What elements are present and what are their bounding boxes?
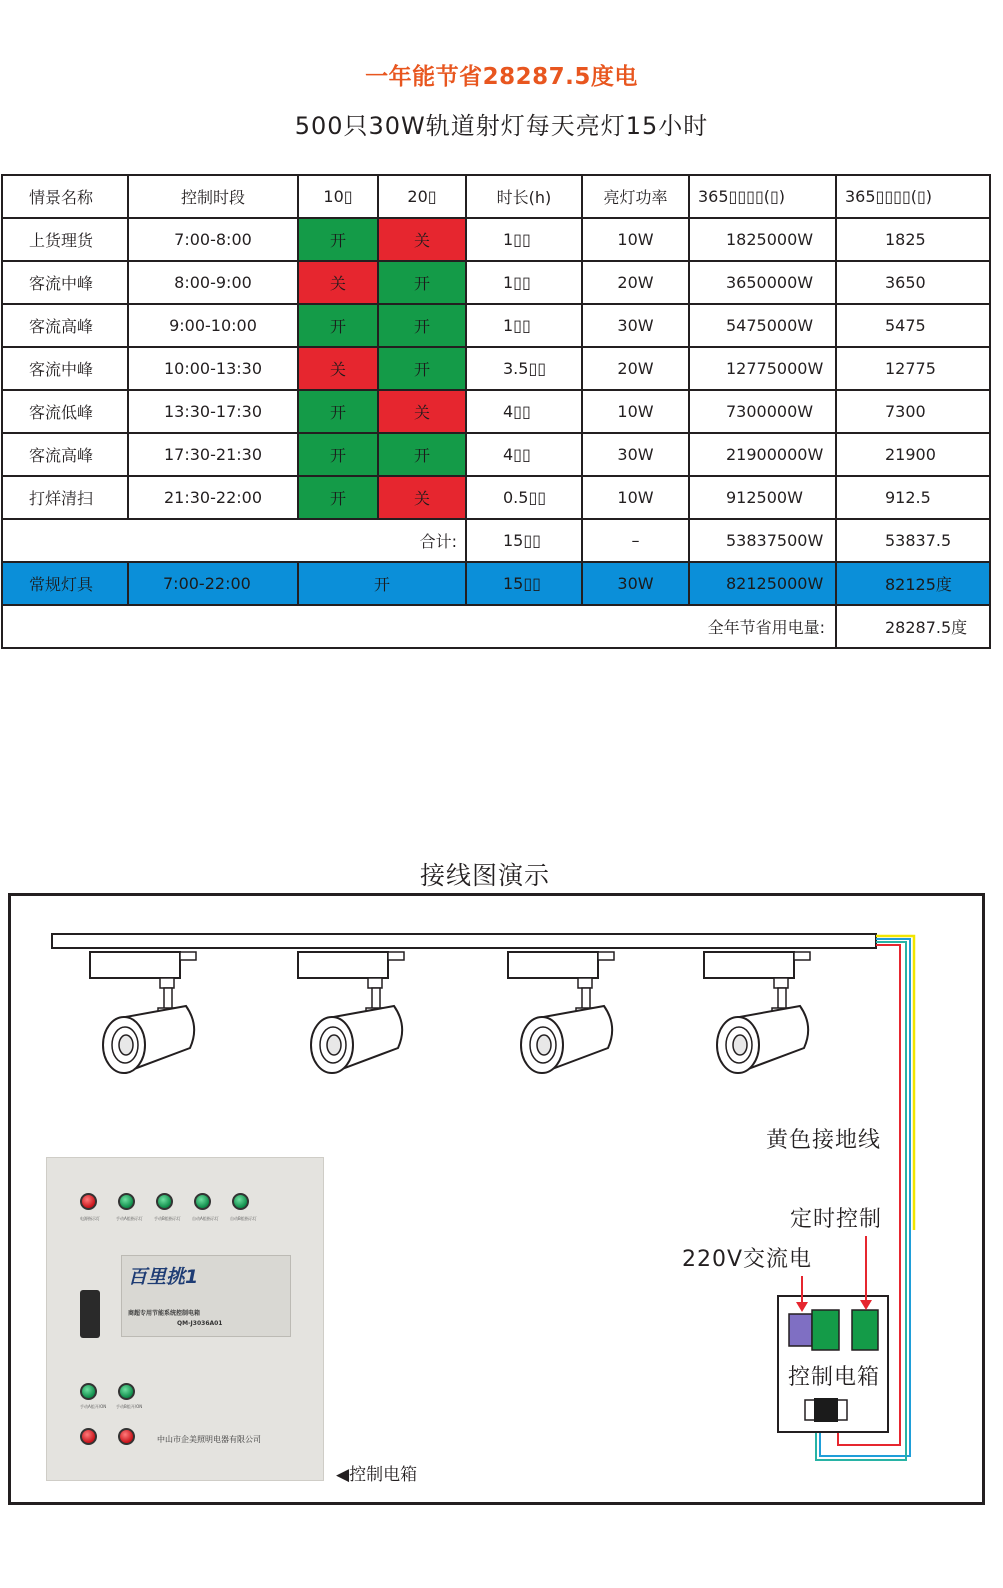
regular-duration: 15▯▯	[466, 562, 582, 605]
off-button	[80, 1428, 97, 1445]
header-power: 亮灯功率	[582, 175, 689, 218]
indicator-caption: 自动B组指示灯	[230, 1216, 257, 1221]
terminal-block	[789, 1314, 812, 1346]
saving-label: 全年节省用电量:	[2, 605, 836, 648]
cell-energy-w: 7300000W	[689, 390, 836, 433]
spotlight-icon	[90, 952, 196, 1073]
total-power: –	[582, 519, 689, 562]
cell-power: 30W	[582, 433, 689, 476]
cell-duration: 1▯▯	[466, 261, 582, 304]
manual-switch-button	[80, 1383, 97, 1400]
cell-energy-kwh: 912.5	[836, 476, 990, 519]
diagram-title: 接线图演示	[419, 861, 550, 890]
cell-energy-kwh: 21900	[836, 433, 990, 476]
total-energy-w: 53837500W	[689, 519, 836, 562]
terminal-block	[812, 1310, 839, 1350]
regular-scene: 常规灯具	[2, 562, 128, 605]
regular-energy-w: 82125000W	[689, 562, 836, 605]
total-energy-kwh: 53837.5	[836, 519, 990, 562]
cell-energy-kwh: 7300	[836, 390, 990, 433]
indicator-caption: 电源指示灯	[80, 1216, 100, 1221]
cell-power: 10W	[582, 218, 689, 261]
cell-ch10-state: 关	[298, 347, 378, 390]
cell-energy-kwh: 1825	[836, 218, 990, 261]
cell-period: 21:30-22:00	[128, 476, 298, 519]
cell-duration: 3.5▯▯	[466, 347, 582, 390]
spotlight-icon	[508, 952, 614, 1073]
regular-period: 7:00-22:00	[128, 562, 298, 605]
cell-period: 9:00-10:00	[128, 304, 298, 347]
cell-energy-kwh: 12775	[836, 347, 990, 390]
cell-scene: 上货理货	[2, 218, 128, 261]
regular-energy-kwh: 82125度	[836, 562, 990, 605]
header-period: 控制时段	[128, 175, 298, 218]
cell-power: 20W	[582, 347, 689, 390]
headline: 一年能节省28287.5度电	[365, 64, 638, 90]
photo-caption: ◀控制电箱	[336, 1465, 418, 1485]
cell-ch20-state: 开	[378, 433, 466, 476]
ac-power-label: 220V交流电	[682, 1247, 813, 1272]
cell-power: 30W	[582, 304, 689, 347]
cell-ch20-state: 关	[378, 476, 466, 519]
model-number: QM-J3036A01	[177, 1320, 223, 1327]
cell-period: 8:00-9:00	[128, 261, 298, 304]
cell-ch10-state: 开	[298, 390, 378, 433]
ground-wire-label: 黄色接地线	[766, 1128, 882, 1153]
terminal-block	[852, 1310, 878, 1350]
cell-energy-w: 1825000W	[689, 218, 836, 261]
header-energy-w: 365▯▯▯▯(▯)	[689, 175, 836, 218]
timer-control-label: 定时控制	[790, 1207, 883, 1232]
cell-scene: 客流高峰	[2, 304, 128, 347]
saving-value: 28287.5度	[836, 605, 990, 648]
door-lock-handle	[80, 1290, 100, 1338]
cell-ch20-state: 开	[378, 347, 466, 390]
regular-power: 30W	[582, 562, 689, 605]
cell-duration: 4▯▯	[466, 433, 582, 476]
power-indicator-light	[80, 1193, 97, 1210]
brand-plate	[121, 1255, 291, 1337]
cell-ch20-state: 关	[378, 390, 466, 433]
total-duration: 15▯▯	[466, 519, 582, 562]
indicator-light	[232, 1193, 249, 1210]
switch-caption: 手动B组开/ON	[116, 1404, 143, 1409]
cell-power: 20W	[582, 261, 689, 304]
subheadline: 500只30W轨道射灯每天亮灯15小时	[294, 112, 709, 140]
connector-core	[814, 1398, 838, 1422]
off-button	[118, 1428, 135, 1445]
cell-ch20-state: 开	[378, 261, 466, 304]
cell-energy-w: 5475000W	[689, 304, 836, 347]
control-box-label: 控制电箱	[788, 1365, 881, 1390]
indicator-light	[118, 1193, 135, 1210]
spotlight-icon	[298, 952, 404, 1073]
cell-energy-w: 3650000W	[689, 261, 836, 304]
header-energy-kwh: 365▯▯▯▯(▯)	[836, 175, 990, 218]
cell-ch10-state: 开	[298, 218, 378, 261]
switch-caption: 手动A组开/ON	[80, 1404, 107, 1409]
spotlight-icon	[704, 952, 810, 1073]
cell-scene: 客流中峰	[2, 261, 128, 304]
cell-energy-kwh: 5475	[836, 304, 990, 347]
cell-energy-w: 21900000W	[689, 433, 836, 476]
indicator-caption: 手动A组指示灯	[116, 1216, 143, 1221]
cell-energy-w: 12775000W	[689, 347, 836, 390]
ground-wire	[876, 936, 914, 1230]
cell-period: 10:00-13:30	[128, 347, 298, 390]
cell-ch20-state: 开	[378, 304, 466, 347]
cell-duration: 4▯▯	[466, 390, 582, 433]
cell-scene: 打烊清扫	[2, 476, 128, 519]
cell-scene: 客流高峰	[2, 433, 128, 476]
indicator-light	[156, 1193, 173, 1210]
indicator-light	[194, 1193, 211, 1210]
cell-ch10-state: 开	[298, 304, 378, 347]
product-name: 商超专用节能系统控制电箱	[128, 1310, 201, 1317]
manufacturer-name: 中山市企美照明电器有限公司	[157, 1435, 261, 1444]
cell-scene: 客流中峰	[2, 347, 128, 390]
indicator-caption: 手动B组指示灯	[154, 1216, 181, 1221]
header-ch20: 20▯	[378, 175, 466, 218]
brand-logo: 百里挑1	[128, 1266, 199, 1288]
cell-period: 7:00-8:00	[128, 218, 298, 261]
track-rail	[52, 934, 876, 948]
header-duration: 时长(h)	[466, 175, 582, 218]
cell-ch10-state: 开	[298, 433, 378, 476]
regular-state: 开	[298, 562, 466, 605]
header-ch10: 10▯	[298, 175, 378, 218]
cell-ch10-state: 开	[298, 476, 378, 519]
total-label: 合计:	[2, 519, 466, 562]
cell-duration: 0.5▯▯	[466, 476, 582, 519]
cell-ch10-state: 关	[298, 261, 378, 304]
cell-power: 10W	[582, 390, 689, 433]
cell-duration: 1▯▯	[466, 218, 582, 261]
cell-duration: 1▯▯	[466, 304, 582, 347]
cell-scene: 客流低峰	[2, 390, 128, 433]
cell-energy-kwh: 3650	[836, 261, 990, 304]
cell-ch20-state: 关	[378, 218, 466, 261]
indicator-caption: 自动A组指示灯	[192, 1216, 219, 1221]
cell-period: 17:30-21:30	[128, 433, 298, 476]
cell-power: 10W	[582, 476, 689, 519]
manual-switch-button	[118, 1383, 135, 1400]
cell-energy-w: 912500W	[689, 476, 836, 519]
cell-period: 13:30-17:30	[128, 390, 298, 433]
header-scene: 情景名称	[2, 175, 128, 218]
